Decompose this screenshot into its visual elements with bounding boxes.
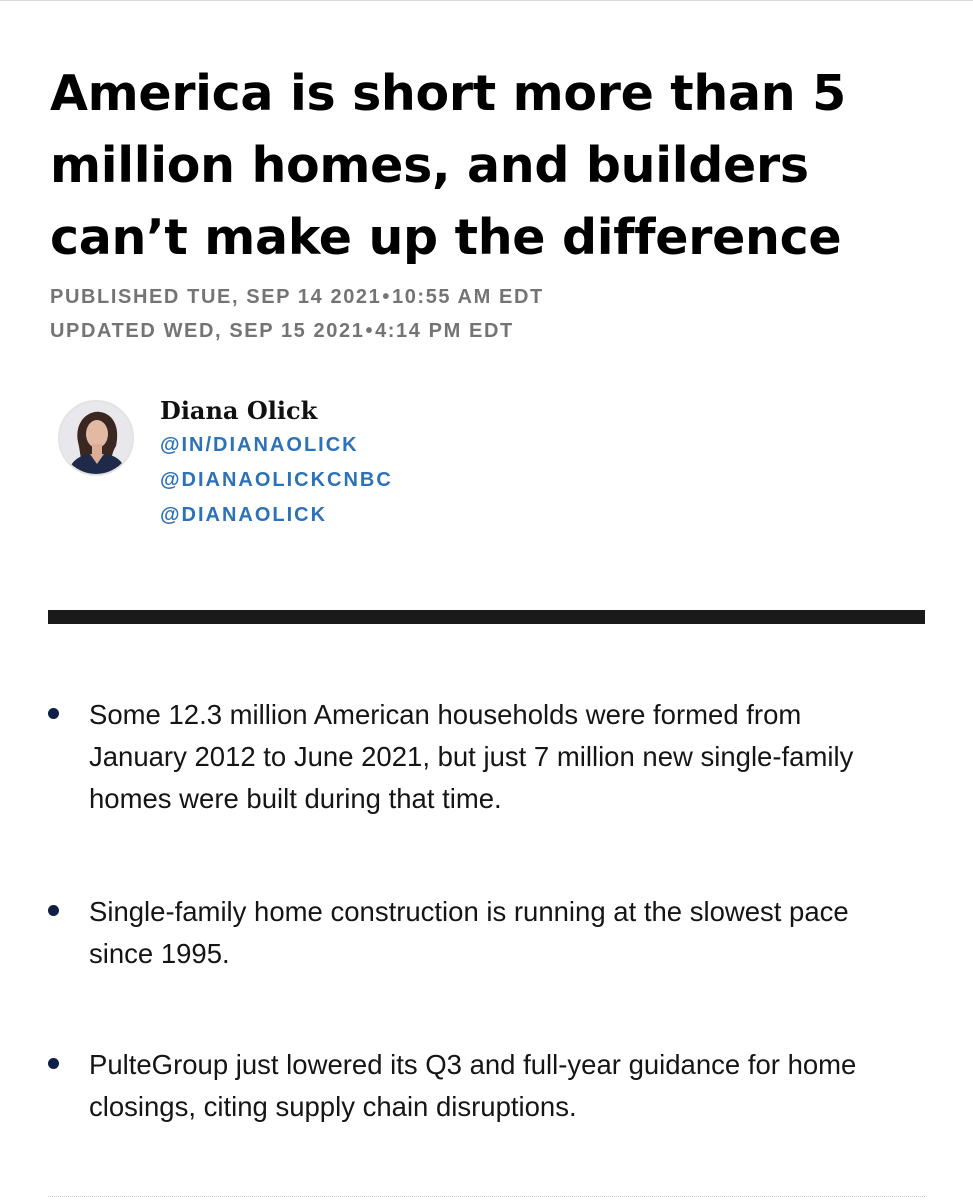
published-separator: • xyxy=(382,286,391,308)
bullet-dot-icon xyxy=(48,708,59,719)
author-avatar[interactable] xyxy=(58,400,134,476)
key-point-text: Some 12.3 million American households were formed from January 2012 to June 2021, but just 7 million new single-family homes were built during that time. xyxy=(89,699,854,814)
bottom-divider xyxy=(48,1196,925,1197)
author-twitter-link[interactable]: @DIANAOLICKCNBC xyxy=(160,469,393,491)
updated-time: 4:14 PM EDT xyxy=(375,320,514,342)
author-linkedin-link[interactable]: @IN/DIANAOLICK xyxy=(160,434,359,456)
published-date: TUE, SEP 14 2021 xyxy=(187,286,382,308)
updated-label: UPDATED xyxy=(50,320,157,342)
updated-separator: • xyxy=(365,320,375,342)
published-time: 10:55 AM EDT xyxy=(391,286,544,308)
section-divider xyxy=(48,610,925,624)
updated-timestamp xyxy=(50,320,930,343)
top-border xyxy=(0,0,973,1)
bullet-dot-icon xyxy=(48,905,59,916)
author-instagram-link[interactable]: @DIANAOLICK xyxy=(160,504,328,526)
key-point-text: PulteGroup just lowered its Q3 and full-year guidance for home closings, citing supply chain disruptions. xyxy=(89,1049,857,1122)
author-name[interactable]: Diana Olick xyxy=(160,396,318,425)
article-headline: America is short more than 5 million homes, and builders can’t make up the difference xyxy=(50,65,846,266)
published-timestamp xyxy=(50,286,930,309)
key-point-text: Single-family home construction is running at the slowest pace since 1995. xyxy=(89,896,849,969)
updated-date: WED, SEP 15 2021 xyxy=(163,320,365,342)
published-label: PUBLISHED xyxy=(50,286,180,308)
author-photo-icon xyxy=(60,402,132,474)
bullet-dot-icon xyxy=(48,1058,59,1069)
